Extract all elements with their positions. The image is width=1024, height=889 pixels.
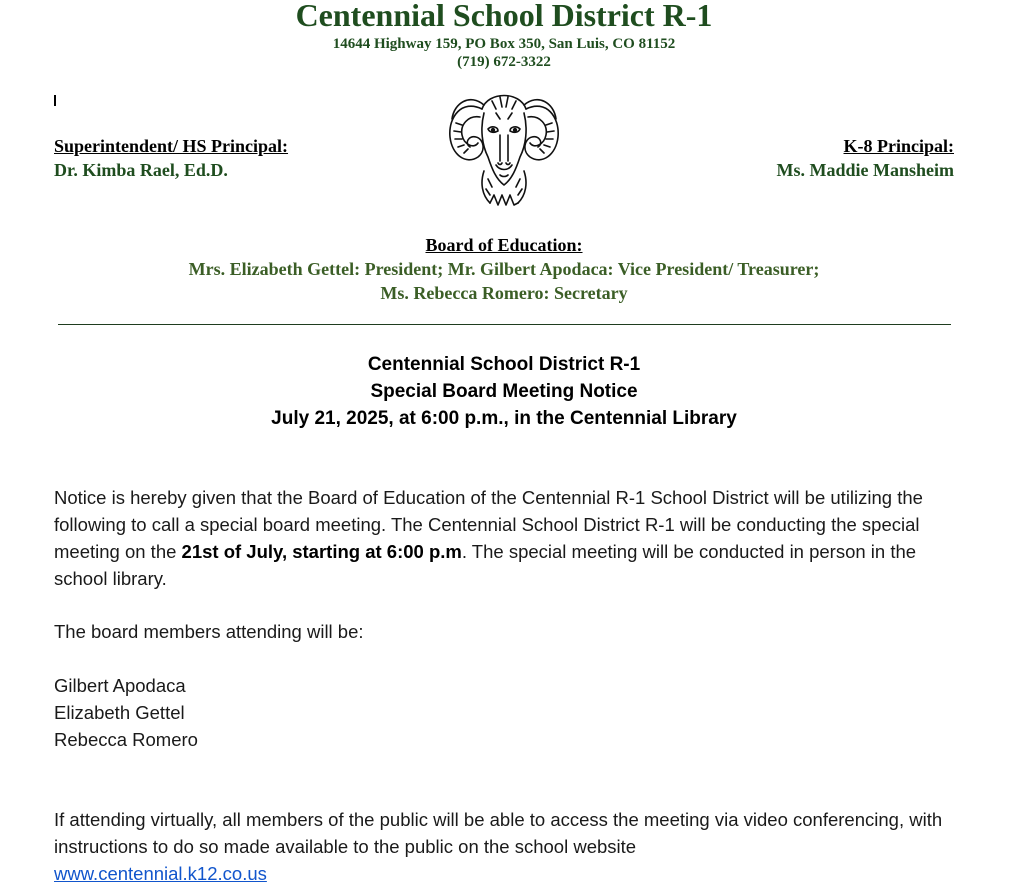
notice-paragraph-end: . The special meeting will be conducted in person in the school library.: [54, 541, 917, 589]
attending-intro: The board members attending will be:: [54, 621, 364, 642]
notice-paragraph: [54, 484, 959, 592]
virtual-attendance-text: If attending virtually, all members of the public will be able to access the meeting via video conferencing, with instructions to do so made available to the public on the school website: [54, 809, 943, 857]
superintendent-block: [54, 134, 288, 182]
district-phone: (719) 672-3322: [457, 54, 551, 70]
notice-title: [0, 351, 1008, 432]
superintendent-heading: Superintendent/ HS Principal:: [54, 136, 289, 156]
board-member-list: [54, 672, 959, 753]
k8-principal-name: Ms. Maddie Mansheim: [776, 160, 954, 180]
board-of-education-block: [0, 233, 1008, 305]
school-website-link[interactable]: www.centennial.k12.co.us: [54, 863, 267, 884]
letterhead-divider: [58, 324, 951, 325]
notice-date-emphasis: 21st of July, starting at 6:00 p.m: [181, 541, 462, 562]
virtual-attendance-paragraph: [54, 806, 959, 887]
board-members-line-1: Mrs. Elizabeth Gettel: President; Mr. Gilbert Apodaca: Vice President/ Treasurer;: [188, 259, 820, 279]
notice-title-line-3: July 21, 2025, at 6:00 p.m., in the Centennial Library: [271, 408, 737, 429]
text-cursor-mark: [54, 95, 56, 106]
list-item: Gilbert Apodaca: [54, 675, 186, 696]
k8-principal-block: [777, 134, 955, 182]
district-title: Centennial School District R-1: [295, 0, 713, 33]
list-item: Rebecca Romero: [54, 729, 198, 750]
list-item: Elizabeth Gettel: [54, 702, 185, 723]
notice-title-line-1: Centennial School District R-1: [367, 354, 641, 375]
board-heading: Board of Education:: [425, 235, 583, 255]
notice-paragraph-start: Notice is hereby given that the Board of Education of the Centennial R-1 School District will be utilizing the following to call a special board meeting. The Centennial School District R-1 will be conducting the special meeting on the: [54, 487, 923, 562]
board-members-line-2: Ms. Rebecca Romero: Secretary: [380, 283, 628, 303]
ram-head-icon: [444, 79, 564, 207]
notice-title-line-2: Special Board Meeting Notice: [370, 381, 638, 402]
district-address: 14644 Highway 159, PO Box 350, San Luis, CO 81152: [332, 36, 676, 52]
k8-principal-heading: K-8 Principal:: [843, 136, 954, 156]
superintendent-name: Dr. Kimba Rael, Ed.D.: [54, 160, 228, 180]
